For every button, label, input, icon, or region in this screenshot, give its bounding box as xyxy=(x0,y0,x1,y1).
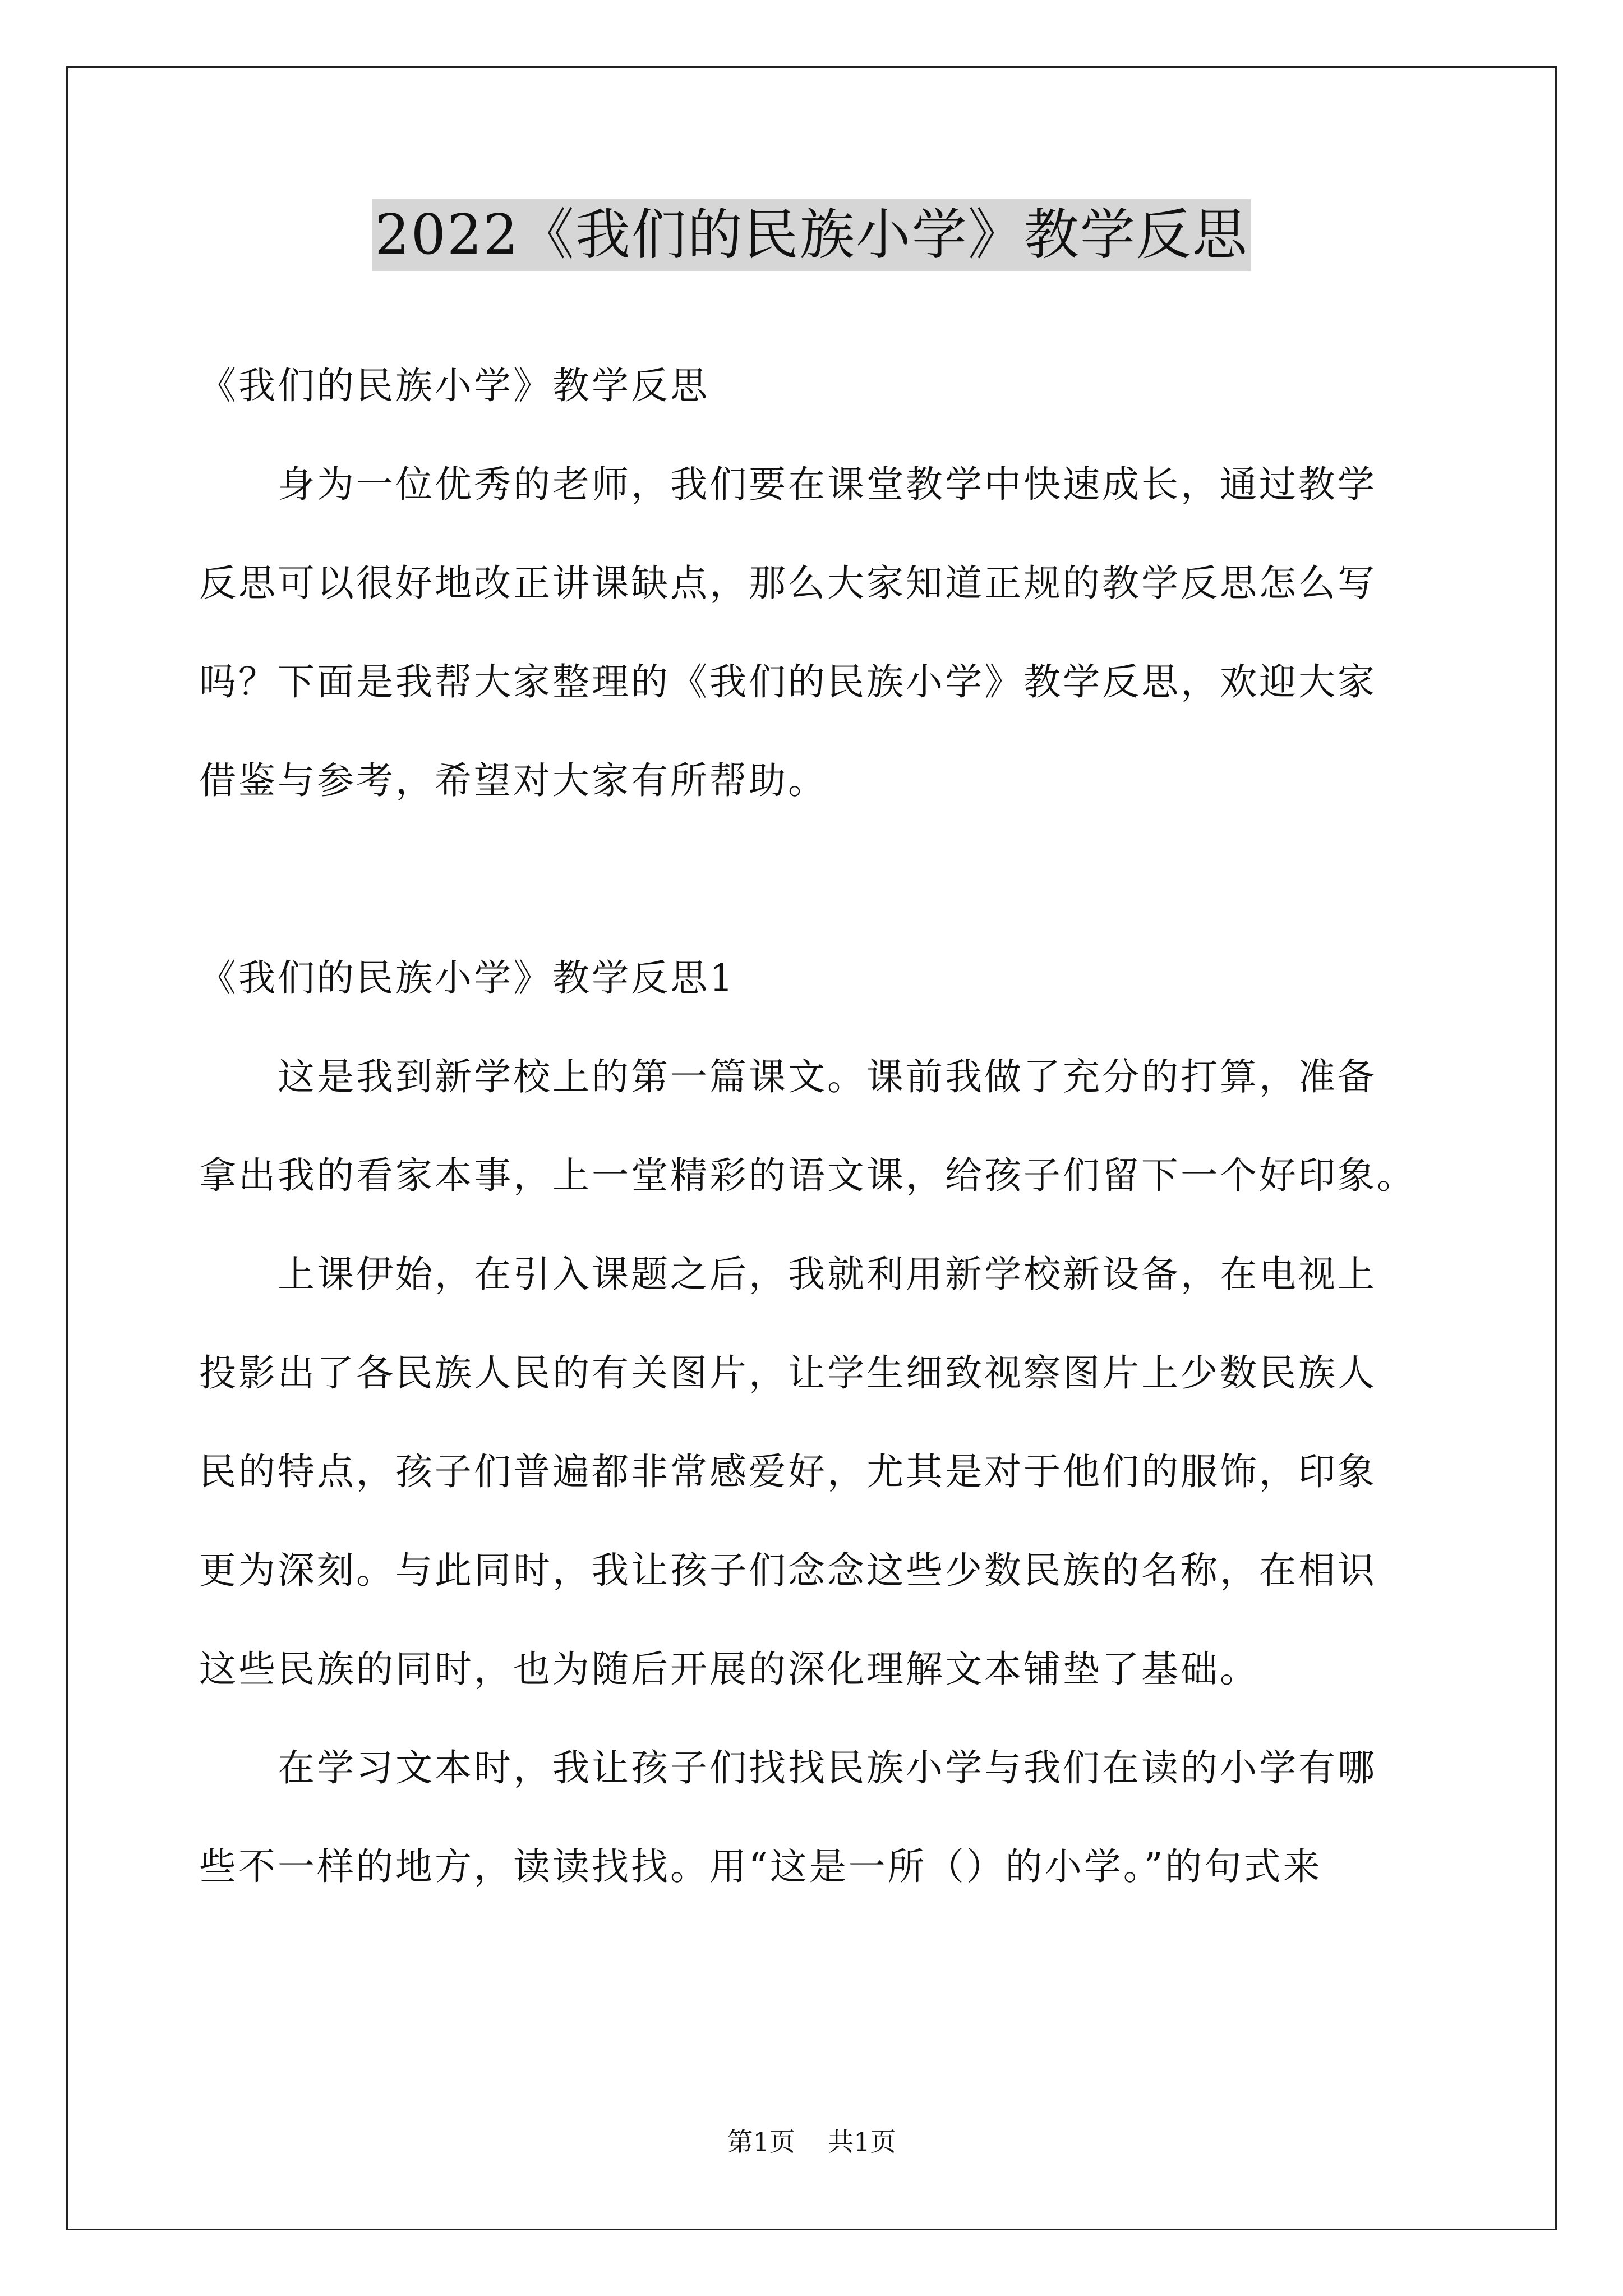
paragraph-line: 吗？下面是我帮大家整理的《我们的民族小学》教学反思，欢迎大家 xyxy=(199,660,1377,703)
paragraph-line: 借鉴与参考，希望对大家有所帮助。 xyxy=(199,759,827,802)
paragraph-line: 反思可以很好地改正讲课缺点，那么大家知道正规的教学反思怎么写 xyxy=(199,562,1377,605)
page-footer xyxy=(0,2125,1623,2159)
section-gap xyxy=(199,830,1467,929)
paragraph-line: 投影出了各民族人民的有关图片，让学生细致视察图片上少数民族人 xyxy=(199,1351,1377,1395)
intro-heading: 《我们的民族小学》教学反思 xyxy=(199,364,709,407)
page-number: 第1页 xyxy=(727,2127,795,2157)
document-body xyxy=(199,337,1467,1916)
paragraph-line: 更为深刻。与此同时，我让孩子们念念这些少数民族的名称，在相识 xyxy=(199,1549,1377,1592)
paragraph-line: 拿出我的看家本事，上一堂精彩的语文课，给孩子们留下一个好印象。 xyxy=(199,1154,1416,1197)
title-area xyxy=(0,199,1623,271)
paragraph-line: 上课伊始，在引入课题之后，我就利用新学校新设备，在电视上 xyxy=(278,1253,1377,1296)
paragraph-line: 这是我到新学校上的第一篇课文。课前我做了充分的打算，准备 xyxy=(278,1055,1377,1098)
page-total: 共1页 xyxy=(828,2127,896,2157)
paragraph-line: 在学习文本时，我让孩子们找找民族小学与我们在读的小学有哪 xyxy=(278,1746,1377,1789)
paragraph-line: 这些民族的同时，也为随后开展的深化理解文本铺垫了基础。 xyxy=(199,1648,1259,1691)
document-title: 2022《我们的民族小学》教学反思 xyxy=(372,199,1250,271)
section-heading: 《我们的民族小学》教学反思1 xyxy=(199,956,735,1000)
paragraph-line: 民的特点，孩子们普遍都非常感爱好，尤其是对于他们的服饰，印象 xyxy=(199,1450,1377,1493)
paragraph-line: 些不一样的地方，读读找找。用“这是一所（）的小学。”的句式来 xyxy=(199,1845,1322,1888)
paragraph-line: 身为一位优秀的老师，我们要在课堂教学中快速成长，通过教学 xyxy=(278,463,1377,506)
